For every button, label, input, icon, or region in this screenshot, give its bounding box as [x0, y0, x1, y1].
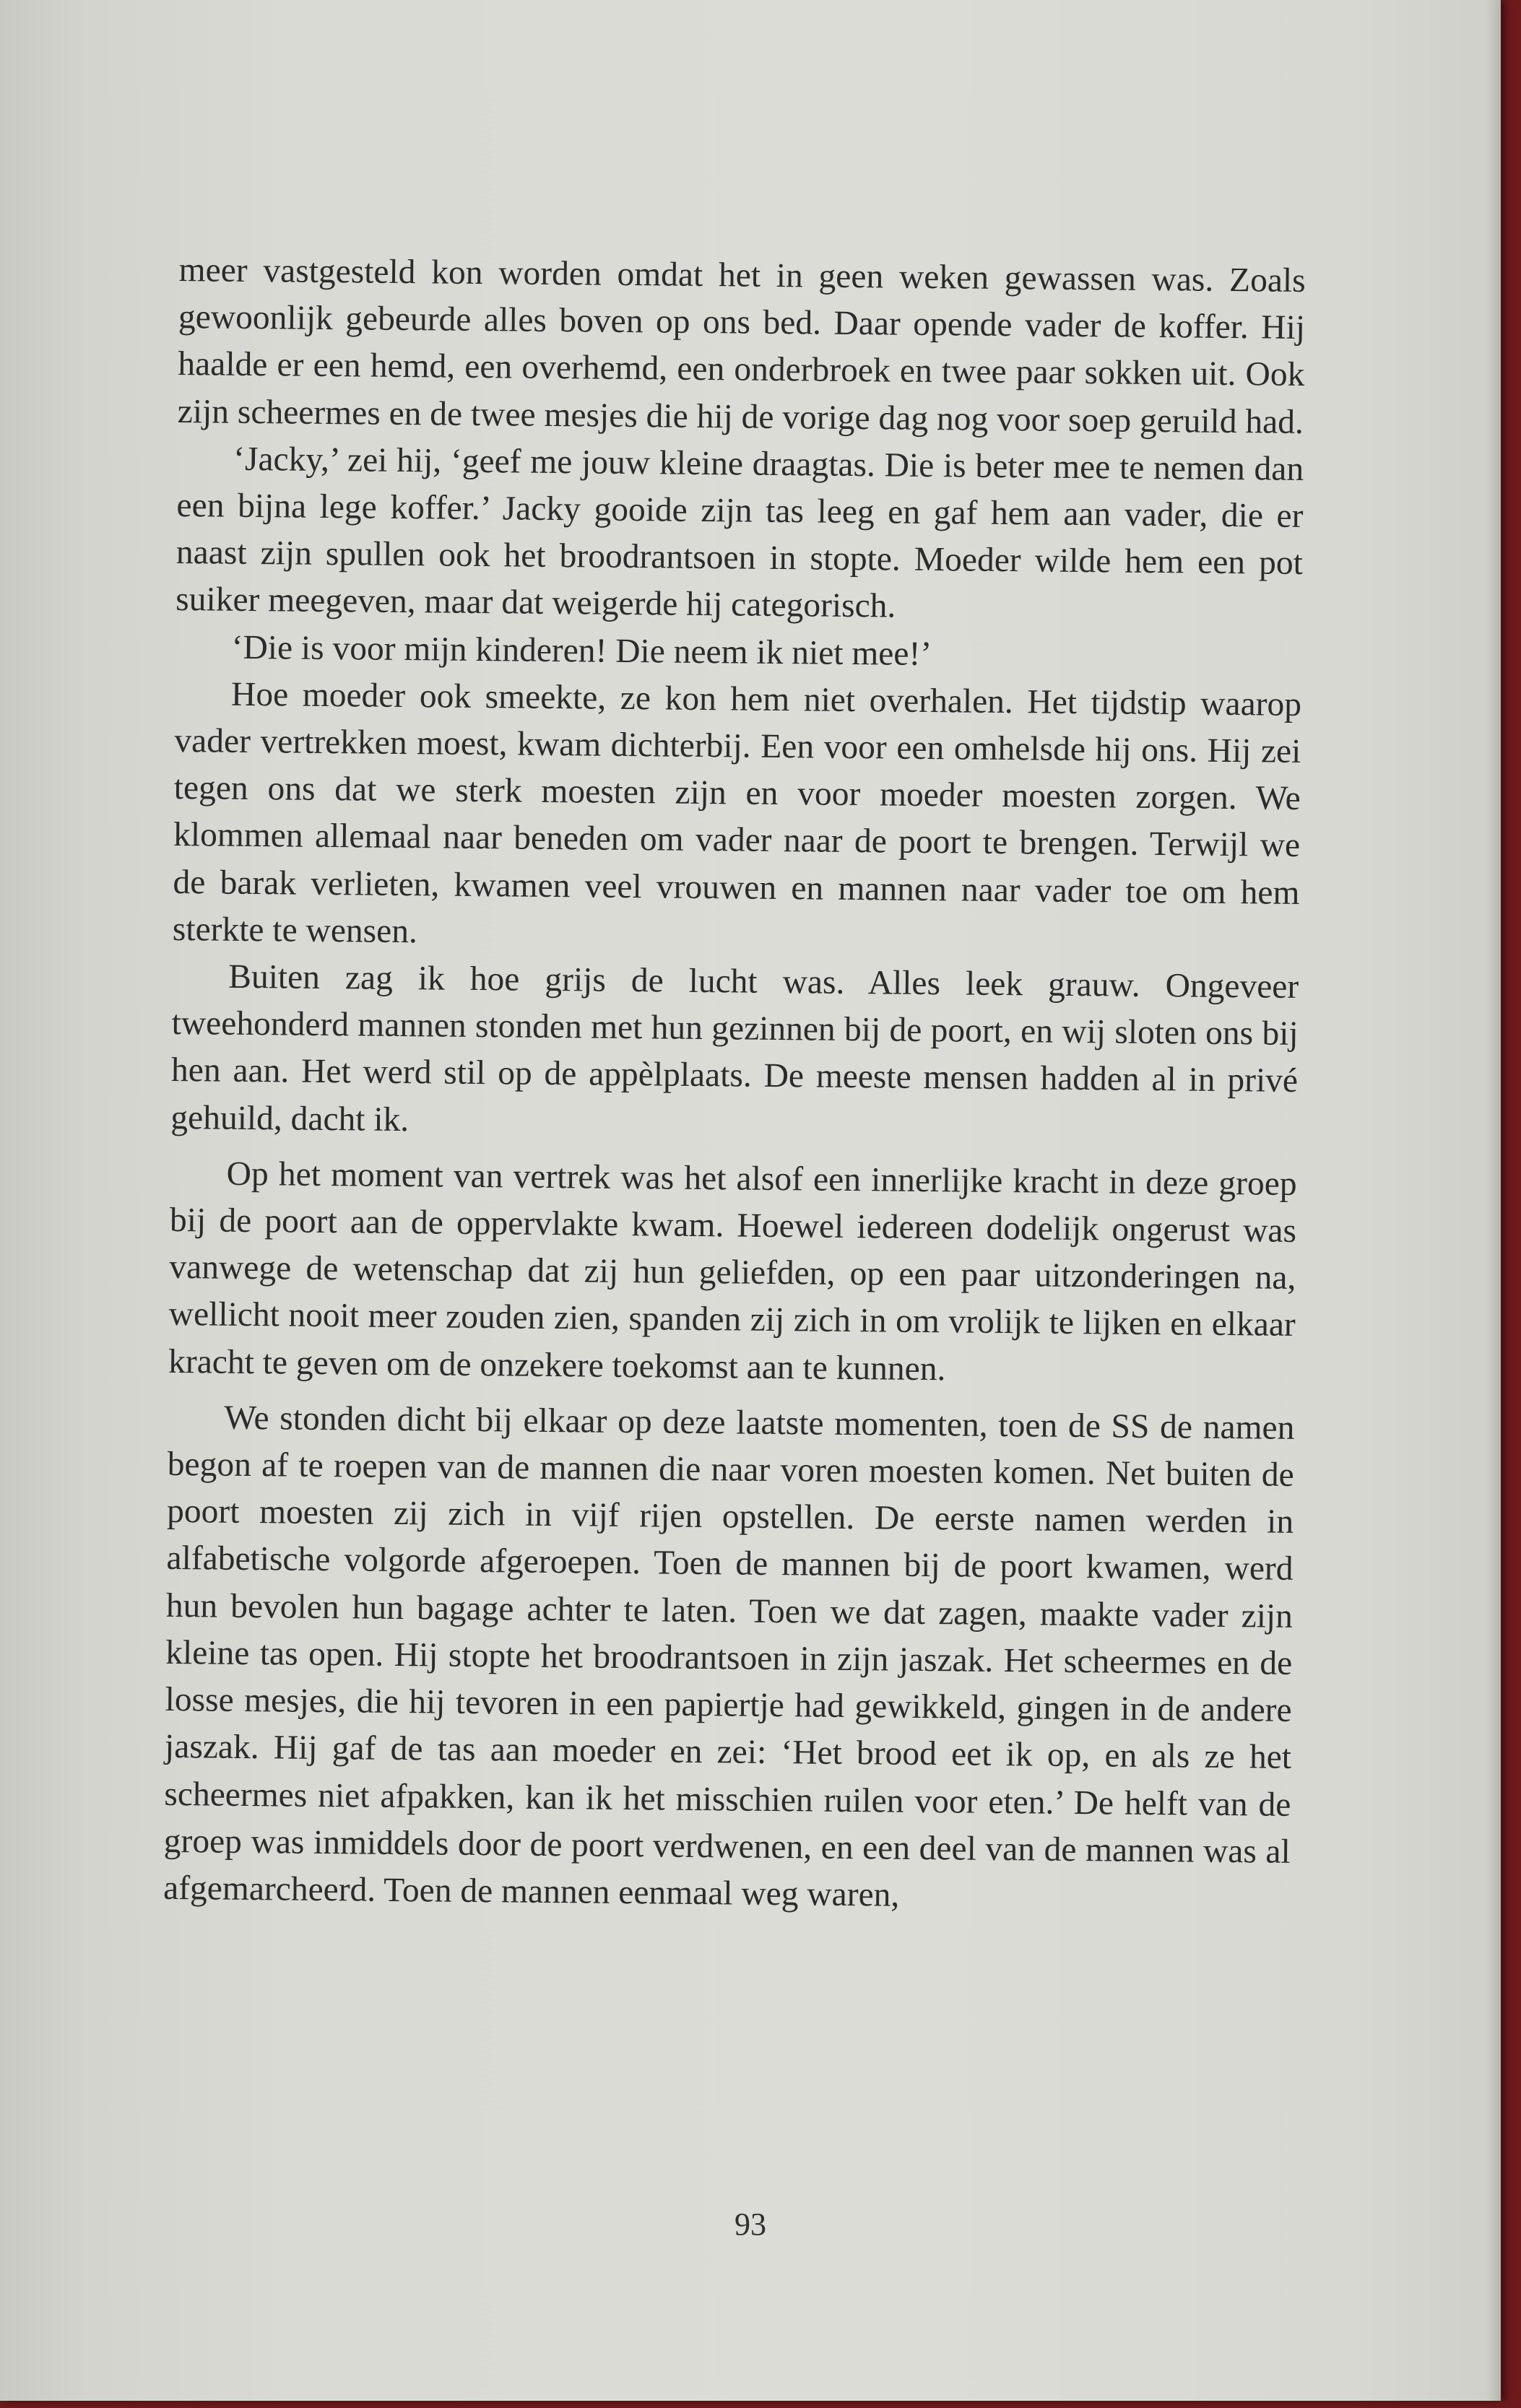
- paragraph-4: Hoe moeder ook smeekte, ze kon hem niet overhalen. Het tijdstip waarop vader vertrekken moest, kwam dichterbij. Een voor een omhelsde hij ons. Hij zei tegen ons dat we sterk moesten zijn en voor moeder moesten zorgen. We klommen allemaal naar beneden om vader naar de poort te brengen. Terwijl we de barak verlieten, kwamen veel vrouwen en mannen naar vader toe om hem sterkte te wensen.: [172, 675, 1302, 951]
- paragraph-7: We stonden dicht bij elkaar op deze laatste momenten, toen de SS de namen begon af te roepen van de mannen die naar voren moesten komen. Net buiten de poort moesten zij zich in vijf rijen opstellen. De eerste namen werden in alfabetische volgorde afgeroepen. Toen de mannen bij de poort kwamen, werd hun bevolen hun bagage achter te laten. Toen we dat zagen, maakte vader zijn kleine tas open. Hij stopte het broodrantsoen in zijn jaszak. Het scheermes en de losse mesjes, die hij tevoren in een papiertje had gewikkeld, gingen in de andere jaszak. Hij gaf de tas aan moeder en zei: ‘Het brood eet ik op, en als ze het scheermes niet afpakken, kan ik het misschien ruilen voor eten.’ De helft van de groep was inmiddels door de poort verdwenen, en een deel van de mannen was al afgemarcheerd. Toen de mannen eenmaal weg waren,: [162, 1399, 1295, 1914]
- paragraph-2: ‘Jacky,’ zei hij, ‘geef me jouw kleine draagtas. Die is beter mee te nemen dan een bijna lege koffer.’ Jacky gooide zijn tas leeg en gaf hem aan vader, die er naast zijn spullen ook het broodrantsoen in stopte. Moeder wilde hem een pot suiker meegeven, maar dat weigerde hij categorisch.: [176, 440, 1304, 625]
- page-number: 93: [734, 2207, 766, 2242]
- paragraph-3: ‘Die is voor mijn kinderen! Die neem ik niet mee!’: [231, 628, 932, 673]
- paragraph-5: Buiten zag ik hoe grijs de lucht was. Alles leek grauw. Ongeveer tweehonderd mannen stonden met hun gezinnen bij de poort, en wij sloten ons bij hen aan. Het werd stil op de appèlplaats. De meeste mensen hadden al in privé gehuild, dacht ik.: [170, 957, 1299, 1139]
- paragraph-1: meer vastgesteld kon worden omdat het in geen weken gewassen was. Zoals gewoonlijk gebeurde alles boven op ons bed. Daar opende vader de koffer. Hij haalde er een hemd, een overhemd, een onderbroek en twee paar sokken uit. Ook zijn scheermes en de twee mesjes die hij de vorige dag nog voor soep geruild had.: [177, 251, 1306, 441]
- body-text: [163, 247, 1306, 1923]
- paragraph-6: Op het moment van vertrek was het alsof een innerlijke kracht in deze groep bij de poort aan de oppervlakte kwam. Hoewel iedereen dodelijk ongerust was vanwege de wetenschap dat zij hun geliefden, op een paar uitzonderingen na, wellicht nooit meer zouden zien, spanden zij zich in om vrolijk te lijken en elkaar kracht te geven om de onzekere toekomst aan te kunnen.: [168, 1155, 1297, 1388]
